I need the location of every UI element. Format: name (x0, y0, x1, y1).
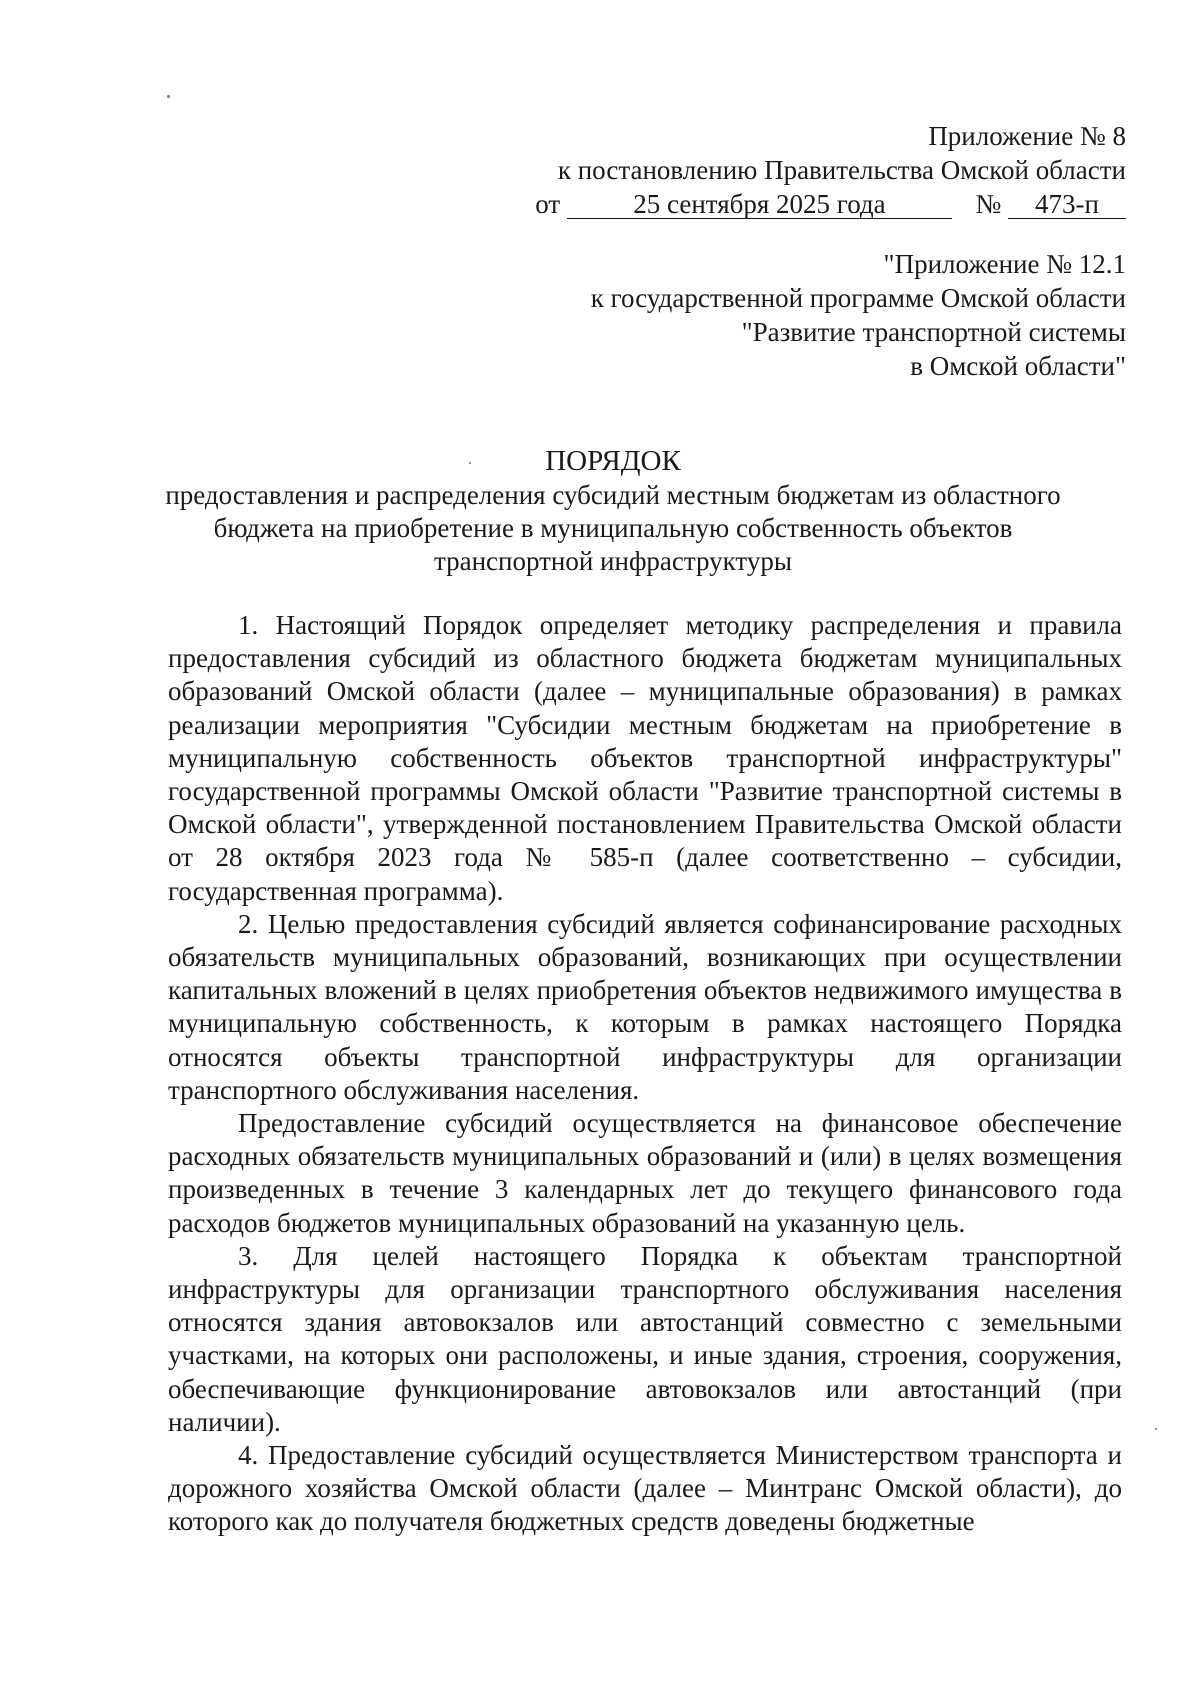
document-title-block (150, 443, 1076, 578)
scan-speck (167, 95, 170, 98)
document-body (168, 609, 1122, 1539)
paragraph-2-continued: Предоставление субсидий осуществляется на финансовое обеспечение расходных обязательств муниципальных образований и (или) в целях возмещения произведенных в течение 3 календарных лет до текущего финансового года расходов бюджетов муниципальных образований на указанную цель. (168, 1108, 1122, 1238)
document-subtitle-line-2: бюджета на приобретение в муниципальную собственность объектов (213, 513, 1013, 543)
resolution-date: 25 сентября 2025 года (567, 190, 952, 219)
program-appendix-line-2: к государственной программе Омской области (590, 283, 1126, 313)
paragraph-1: 1. Настоящий Порядок определяет методику распределения и правила предоставления субсидий из областного бюджета бюджетам муниципальных образований Омской области (далее – муниципальные образования) в рамках реализации мероприятия "Субсидии местным бюджетам на приобретение в муниципальную собственность объектов транспортной инфраструктуры" государственной программы Омской области "Развитие транспортной системы в Омской области", утвержденной постановлением Правительства Омской области от 28 октября 2023 года № 585-п (далее соответственно – субсидии, государственная программа). (168, 610, 1122, 906)
resolution-reference: к постановлению Правительства Омской области (557, 155, 1126, 185)
program-appendix-line-1: "Приложение № 12.1 (883, 249, 1126, 279)
resolution-date-line (535, 187, 1126, 221)
program-appendix-line-4: в Омской области" (910, 351, 1126, 381)
resolution-number: 473-п (1008, 190, 1126, 219)
scan-speck (1155, 1428, 1157, 1430)
scan-speck (469, 462, 471, 464)
paragraph-4: 4. Предоставление субсидий осуществляется Министерством транспорта и дорожного хозяйства Омской области (далее – Минтранс Омской области), до которого как до получателя бюджетных средств доведены бюджетные (168, 1440, 1122, 1537)
number-label: № (975, 189, 1002, 219)
program-appendix-header (591, 247, 1126, 383)
paragraph-2: 2. Целью предоставления субсидий является софинансирование расходных обязательств муниципальных образований, возникающих при осуществлении капитальных вложений в целях приобретения объектов недвижимого имущества в муниципальную собственность, к которым в рамках настоящего Порядка относятся объекты транспортной инфраструктуры для организации транспортного обслуживания населения. (168, 908, 1122, 1105)
program-appendix-line-3: "Развитие транспортной системы (741, 317, 1126, 347)
paragraph-3: 3. Для целей настоящего Порядка к объектам транспортной инфраструктуры для организации транспортного обслуживания населения относятся здания автовокзалов или автостанций совместно с земельными участками, на которых они расположены, и иные здания, строения, сооружения, обеспечивающие функционирование автовокзалов или автостанций (при наличии). (168, 1240, 1122, 1437)
document-subtitle-line-1: предоставления и распределения субсидий местным бюджетам из областного (165, 480, 1061, 510)
document-title: ПОРЯДОК (545, 445, 681, 477)
appendix-number: Приложение № 8 (928, 121, 1126, 151)
document-subtitle-line-3: транспортной инфраструктуры (433, 546, 793, 576)
resolution-appendix-header (535, 119, 1126, 221)
from-label: от (535, 189, 561, 219)
